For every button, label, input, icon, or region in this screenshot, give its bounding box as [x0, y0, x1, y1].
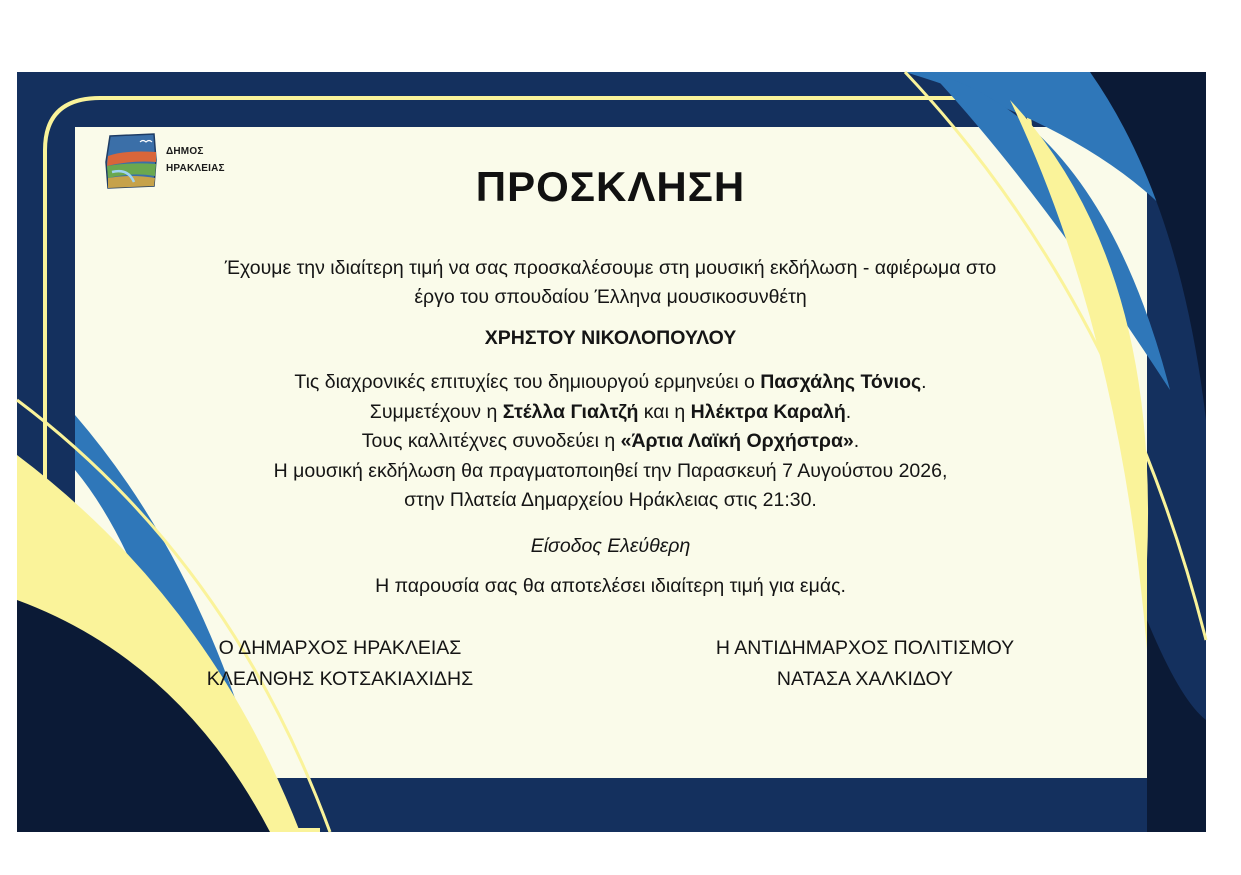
signature-deputy-title: Η ΑΝΤΙΔΗΜΑΡΧΟΣ ΠΟΛΙΤΙΣΜΟΥ — [715, 637, 1015, 659]
guest-singer-1: Στέλλα Γιαλτζή — [502, 400, 639, 423]
details-line-3 — [0, 427, 1221, 457]
details-line-5: στην Πλατεία Δημαρχείου Ηράκλειας στις 21:30. — [404, 489, 817, 511]
free-entry-note: Είσοδος Ελεύθερη — [530, 535, 691, 557]
details-line-1-text: Τις διαχρονικές επιτυχίες του δημιουργού ερμηνεύει ο — [294, 371, 761, 393]
details-line-4: Η μουσική εκδήλωση θα πραγματοποιηθεί την Παρασκευή 7 Αυγούστου 2026, — [273, 459, 948, 482]
honor-note: Η παρουσία σας θα αποτελέσει ιδιαίτερη τιμή για εμάς. — [375, 575, 846, 597]
signature-mayor — [190, 633, 490, 695]
invitation-title: ΠΡΟΣΚΛΗΣΗ — [475, 163, 746, 210]
details-line-1 — [0, 368, 1221, 398]
singer-name: Πασχάλης Τόνιος — [760, 371, 922, 393]
details-line-1-end: . — [921, 371, 927, 393]
details-line-3-text: Τους καλλιτέχνες συνοδεύει η — [361, 430, 621, 452]
details-line-3-end: . — [853, 430, 860, 452]
logo-text-line-2: ΗΡΑΚΛΕΙΑΣ — [166, 163, 225, 174]
intro-paragraph — [0, 254, 1221, 312]
composer-name: ΧΡΗΣΤΟΥ ΝΙΚΟΛΟΠΟΥΛΟΥ — [484, 327, 737, 349]
signature-deputy-name: ΝΑΤΑΣΑ ΧΑΛΚΙΔΟΥ — [776, 668, 954, 690]
details-line-2-end: . — [845, 400, 852, 423]
intro-line-1: Έχουμε την ιδιαίτερη τιμή να σας προσκαλέσουμε στη μουσική εκδήλωση - αφιέρωμα στο — [224, 257, 997, 279]
logo-text-line-1: ΔΗΜΟΣ — [166, 146, 204, 157]
guest-singer-2: Ηλέκτρα Καραλή — [690, 400, 846, 423]
details-line-2-mid: και η — [638, 400, 691, 423]
signature-deputy-mayor — [690, 633, 1040, 695]
event-details — [0, 368, 1221, 516]
details-line-2 — [0, 398, 1221, 428]
details-line-2-text: Συμμετέχουν η — [369, 400, 503, 423]
intro-line-2: έργο του σπουδαίου Έλληνα μουσικοσυνθέτη — [414, 286, 807, 308]
orchestra-name: «Άρτια Λαϊκή Ορχήστρα» — [620, 430, 854, 452]
signature-mayor-title: Ο ΔΗΜΑΡΧΟΣ ΗΡΑΚΛΕΙΑΣ — [218, 637, 462, 659]
signature-mayor-name: ΚΛΕΑΝΘΗΣ ΚΟΤΣΑΚΙΑΧΙΔΗΣ — [206, 668, 474, 690]
